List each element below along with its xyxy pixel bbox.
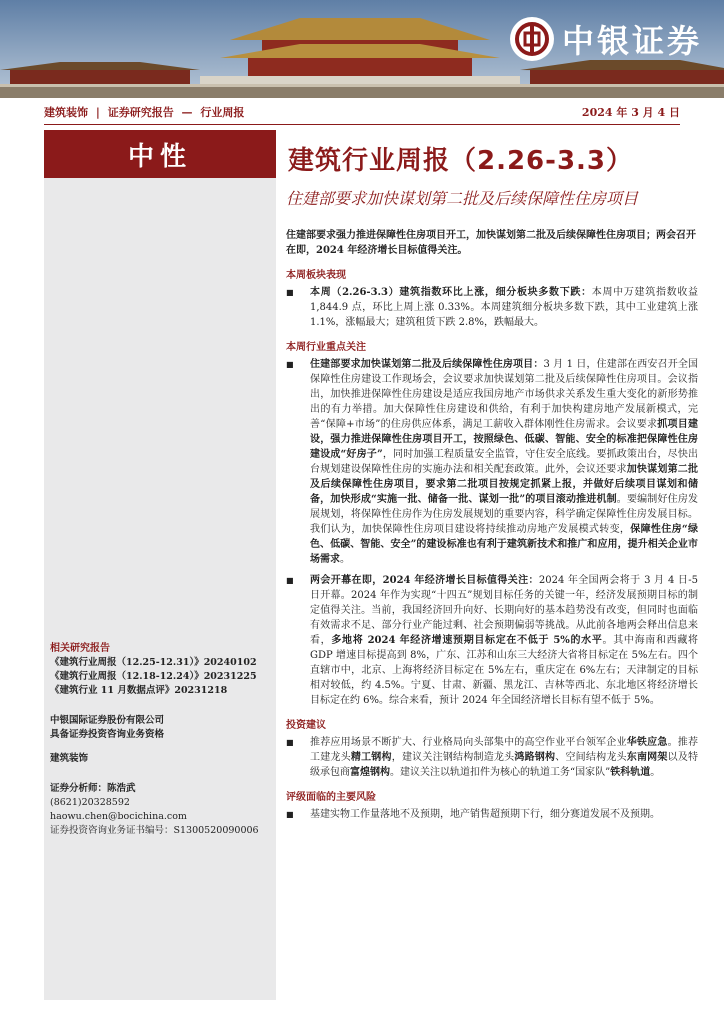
section-heading: 本周行业重点关注 bbox=[286, 342, 366, 353]
stock-name: 东南网架 bbox=[626, 752, 668, 763]
bullet-text: ，同时加强工程质量安全监管，守住安全底线。要抓政策出台，尽快出台规划建设保障性住房的实施办法和相关配套政策。此外，会议还要求 bbox=[310, 449, 698, 475]
dash: — bbox=[181, 106, 193, 119]
bullet-item bbox=[286, 807, 698, 822]
analyst-name: 证券分析师：陈浩武 bbox=[50, 783, 136, 794]
related-reports bbox=[50, 642, 272, 698]
bullet-text: 。要编制好住房发展规划，将保障性住房作为住房发展规划的重要内容，科学确定保障性住房发展目标。我们认为，加快保障性住房项目建设将持续推动房地产发展模式转变， bbox=[310, 494, 698, 535]
stock-name: 富煌钢构 bbox=[350, 767, 390, 778]
stock-name: 铁科轨道 bbox=[610, 767, 651, 778]
section-heading: 投资建议 bbox=[286, 720, 326, 731]
logo-text: 中银证券 bbox=[561, 22, 702, 60]
separator: | bbox=[95, 106, 100, 119]
analyst-phone: (8621)20328592 bbox=[50, 797, 130, 808]
stock-name: 鸿路钢构 bbox=[514, 752, 556, 763]
bullet-text: 本周中万建筑指数收益 1,844.9 点，环比上周上涨 0.33%。本周建筑细分板块多数下跌，其中工业建筑上涨 1.1%，涨幅最大；建筑租赁下跌 2.8%，跌幅最大。 bbox=[310, 287, 699, 328]
stock-name: 精工钢构 bbox=[350, 752, 392, 763]
bullet-item bbox=[286, 285, 698, 330]
related-report[interactable]: 《建筑行业周报（12.18-12.24）》20231225 bbox=[50, 671, 257, 682]
rating-badge: 中性 bbox=[44, 130, 276, 178]
company-info bbox=[50, 714, 272, 742]
bullet-bold: 保障性住房“绿色、低碳、智能、安全”的建设标准也有利于建筑新技术和推广和应用，提升相关企业市场需求 bbox=[310, 524, 698, 565]
bullet-item bbox=[286, 573, 698, 708]
bullet-text: 基建实物工作量落地不及预期，地产销售超预期下行，细分赛道发展不及预期。 bbox=[310, 809, 660, 820]
related-report[interactable]: 《建筑行业周报（12.25-12.31）》20240102 bbox=[50, 657, 257, 668]
bullet-bold: 两会开幕在即，2024 年经济增长目标值得关注： bbox=[310, 575, 539, 586]
page-title: 建筑行业周报（2.26-3.3） bbox=[288, 146, 633, 176]
report-date: 2024 年 3 月 4 日 bbox=[581, 106, 680, 119]
bullet-text: 3 月 1 日，住建部在西安召开全国保障性住房建设工作现场会，会议要求加快谋划第二批及后续保障性住房项目。会议指出，加快推进保障性住房建设是适应我国房地产市场供求关系发生重大变化的新形势推出的有力举措。加大保障性住房建设和供给，有利于加快构建房地产发展新模式，完善“保障+市场”的住房供应体系，满足工薪收入群体刚性住房需求。会议要求 bbox=[310, 359, 699, 430]
bullet-bold: 住建部要求加快谋划第二批及后续保障性住房项目： bbox=[310, 359, 544, 370]
bullet-text: 。其中海南和西藏将 GDP 增速目标提高到 8%，广东、江苏和山东三大经济大省将目标定在 5%左右。四个直辖市中，北京、上海将经济目标定在 5%左右，重庆定在 6%左右；天津制定的目标相对较低，约 4.5%。宁夏、甘肃、新疆、黑龙江、吉林等西北、东北地区将经济增长目标定在约 6%。综合来看，预计 2024 年全国经济增长目标有望不低于 5%。 bbox=[310, 635, 699, 706]
lead-summary: 住建部要求强力推进保障性住房项目开工，加快谋划第二批及后续保障性住房项目；两会召开在即，2024 年经济增长目标值得关注。 bbox=[286, 230, 696, 256]
main-content bbox=[282, 130, 699, 822]
company-license: 具备证券投资咨询业务资格 bbox=[50, 729, 165, 740]
bullet-bold: 本周（2.26-3.3）建筑指数环比上涨，细分板块多数下跌： bbox=[310, 287, 592, 298]
related-report[interactable]: 《建筑行业 11 月数据点评》20231218 bbox=[50, 685, 228, 696]
boc-logo-icon bbox=[510, 17, 554, 61]
bullet-text: 2024 年全国两会将于 3 月 4 日-5 日开幕。2024 年作为实现“十四五”规划目标任务的关键一年，经济发展预期目标的制定值得关注。当前，我国经济回升向好、长期向好的基本趋势没有改变，但同时也面临有效需求不足、部分行业产能过剩、社会预期偏弱等挑战。从此前各地两会释出信息来看， bbox=[310, 575, 698, 646]
bullet-text: 以及特级承包商 bbox=[310, 752, 699, 778]
report-type: 证券研究报告 bbox=[107, 106, 174, 119]
bullet-text: 、空间结构龙头 bbox=[555, 752, 627, 763]
company-logo bbox=[510, 16, 702, 62]
company-name: 中银国际证券股份有限公司 bbox=[50, 715, 165, 726]
header-banner bbox=[0, 0, 724, 98]
bullet-item bbox=[286, 735, 698, 780]
section-heading: 本周板块表现 bbox=[286, 270, 346, 281]
sector-name: 建筑装饰 bbox=[50, 753, 89, 764]
section-heading: 评级面临的主要风险 bbox=[286, 792, 376, 803]
bullet-text: 。建议关注以轨道扣件为核心的轨道工务“国家队” bbox=[390, 767, 611, 778]
bullet-bold: 加快谋划第二批及后续保障性住房项目，要求第二批项目按规定抓紧上报，并做好后续项目谋划和储备，加快形成“实施一批、储备一批、谋划一批”的项目滚动推进机制 bbox=[310, 464, 699, 505]
bullet-bold: 抓项目建设，强力推进保障性住房项目开工，按照绿色、低碳、智能、安全的标准把保障性住房建设成“好房子” bbox=[310, 419, 699, 460]
category: 建筑装饰 bbox=[44, 106, 88, 119]
bullet-item bbox=[286, 357, 698, 567]
analyst-info bbox=[50, 782, 272, 838]
bullet-text: ，建议关注钢结构制造龙头 bbox=[391, 752, 515, 763]
related-title: 相关研究报告 bbox=[50, 643, 110, 654]
analyst-email[interactable]: haowu.chen@bocichina.com bbox=[50, 811, 187, 822]
bullet-text: 。 bbox=[340, 554, 350, 565]
analyst-license: 证券投资咨询业务证书编号：S1300520090006 bbox=[50, 825, 259, 836]
report-kind: 行业周报 bbox=[200, 106, 245, 119]
report-meta-bar bbox=[44, 100, 680, 125]
bullet-text: 推荐应用场景不断扩大、行业格局向头部集中的高空作业平台领军企业 bbox=[310, 737, 627, 748]
bullet-bold: 多地将 2024 年经济增速预期目标定在不低于 5%的水平 bbox=[331, 635, 603, 646]
stock-name: 华铁应急 bbox=[626, 737, 668, 748]
bullet-text: 。推荐工建龙头 bbox=[310, 737, 699, 763]
bullet-text: 。 bbox=[650, 767, 661, 778]
page-subtitle: 住建部要求加快谋划第二批及后续保障性住房项目 bbox=[286, 189, 639, 208]
sidebar bbox=[44, 130, 276, 1000]
